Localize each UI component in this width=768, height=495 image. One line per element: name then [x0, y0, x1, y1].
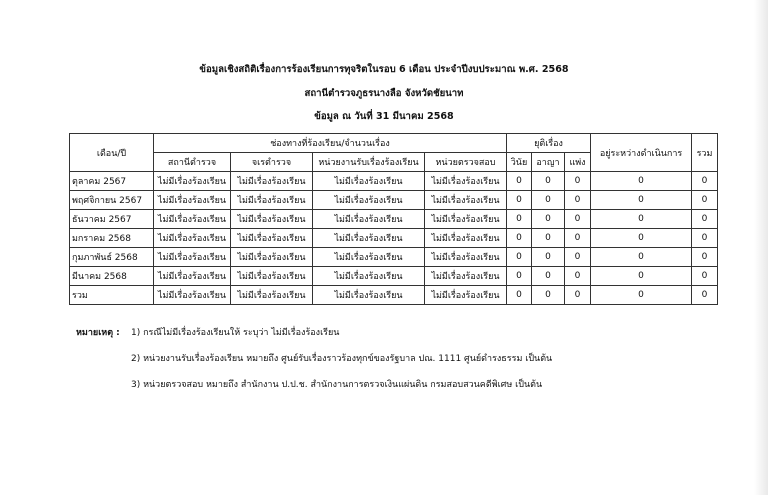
table-cell-cv: 0 [565, 248, 591, 267]
table-cell-d: 0 [507, 210, 532, 229]
table-cell-cr: 0 [532, 286, 565, 305]
table-cell-c4: ไม่มีเรื่องร้องเรียน [425, 210, 507, 229]
table-cell-c4: ไม่มีเรื่องร้องเรียน [425, 229, 507, 248]
table-cell-ip: 0 [591, 210, 692, 229]
table-cell-c4: ไม่มีเรื่องร้องเรียน [425, 248, 507, 267]
note-item-1: 1) กรณีไม่มีเรื่องร้องเรียนให้ ระบุว่า ไม่มีเรื่องร้องเรียน [131, 328, 340, 338]
table-cell-c1: ไม่มีเรื่องร้องเรียน [154, 248, 231, 267]
table-cell-c1: ไม่มีเรื่องร้องเรียน [154, 267, 231, 286]
table-cell-month: รวม [70, 286, 154, 305]
header-discipline: วินัย [507, 153, 532, 172]
table-cell-d: 0 [507, 172, 532, 191]
table-row [70, 267, 718, 286]
notes-section [76, 325, 552, 403]
table-cell-month: ตุลาคม 2567 [70, 172, 154, 191]
table-cell-t: 0 [692, 229, 718, 248]
document-title: ข้อมูลเชิงสถิติเรื่องการร้องเรียนการทุจริตในรอบ 6 เดือน ประจำปีงบประมาณ พ.ศ. 2568 [199, 64, 569, 75]
table-cell-ip: 0 [591, 191, 692, 210]
table-header-row [70, 134, 718, 153]
table-cell-c3: ไม่มีเรื่องร้องเรียน [313, 172, 425, 191]
table-cell-c3: ไม่มีเรื่องร้องเรียน [313, 286, 425, 305]
header-in-progress: อยู่ระหว่างดำเนินการ [591, 134, 692, 172]
table-cell-ip: 0 [591, 172, 692, 191]
table-cell-ip: 0 [591, 286, 692, 305]
table-cell-c3: ไม่มีเรื่องร้องเรียน [313, 191, 425, 210]
table-cell-ip: 0 [591, 229, 692, 248]
table-cell-c3: ไม่มีเรื่องร้องเรียน [313, 210, 425, 229]
table-cell-d: 0 [507, 267, 532, 286]
header-officer: จเรตำรวจ [231, 153, 313, 172]
table-cell-t: 0 [692, 210, 718, 229]
table-cell-c3: ไม่มีเรื่องร้องเรียน [313, 267, 425, 286]
table-cell-cr: 0 [532, 210, 565, 229]
table-cell-c1: ไม่มีเรื่องร้องเรียน [154, 229, 231, 248]
table-cell-t: 0 [692, 267, 718, 286]
table-cell-c1: ไม่มีเรื่องร้องเรียน [154, 210, 231, 229]
table-cell-c4: ไม่มีเรื่องร้องเรียน [425, 267, 507, 286]
table-cell-c1: ไม่มีเรื่องร้องเรียน [154, 286, 231, 305]
table-cell-c2: ไม่มีเรื่องร้องเรียน [231, 172, 313, 191]
table-cell-cr: 0 [532, 172, 565, 191]
table-cell-t: 0 [692, 172, 718, 191]
table-cell-ip: 0 [591, 248, 692, 267]
table-cell-cv: 0 [565, 191, 591, 210]
table-cell-d: 0 [507, 229, 532, 248]
table-cell-cr: 0 [532, 229, 565, 248]
table-row [70, 229, 718, 248]
table-row [70, 248, 718, 267]
complaint-statistics-table [69, 133, 718, 305]
table-row [70, 172, 718, 191]
table-cell-c4: ไม่มีเรื่องร้องเรียน [425, 191, 507, 210]
table-cell-cv: 0 [565, 172, 591, 191]
table-cell-d: 0 [507, 191, 532, 210]
table-cell-month: มกราคม 2568 [70, 229, 154, 248]
table-cell-c1: ไม่มีเรื่องร้องเรียน [154, 191, 231, 210]
header-month: เดือน/ปี [70, 134, 154, 172]
table-cell-c1: ไม่มีเรื่องร้องเรียน [154, 172, 231, 191]
table-row [70, 191, 718, 210]
table-row [70, 210, 718, 229]
table-cell-month: พฤศจิกายน 2567 [70, 191, 154, 210]
note-item-2: 2) หน่วยงานรับเรื่องร้องเรียน หมายถึง ศูนย์รับเรื่องราวร้องทุกข์ของรัฐบาล ปณ. 1111 ศูนย์ดำรงธรรม เป็นต้น [131, 354, 553, 364]
table-cell-c2: ไม่มีเรื่องร้องเรียน [231, 229, 313, 248]
table-cell-cr: 0 [532, 248, 565, 267]
table-cell-t: 0 [692, 286, 718, 305]
header-ended: ยุติเรื่อง [507, 134, 591, 153]
header-channels: ช่องทางที่ร้องเรียน/จำนวนเรื่อง [154, 134, 507, 153]
header-audit-unit: หน่วยตรวจสอบ [425, 153, 507, 172]
table-cell-ip: 0 [591, 267, 692, 286]
table-cell-cv: 0 [565, 229, 591, 248]
table-cell-c3: ไม่มีเรื่องร้องเรียน [313, 248, 425, 267]
document-header [0, 58, 768, 129]
table-cell-cr: 0 [532, 267, 565, 286]
header-civil: แพ่ง [565, 153, 591, 172]
table-cell-month: ธันวาคม 2567 [70, 210, 154, 229]
header-station: สถานีตำรวจ [154, 153, 231, 172]
data-date: ข้อมูล ณ วันที่ 31 มีนาคม 2568 [314, 111, 454, 122]
table-cell-cr: 0 [532, 191, 565, 210]
table-cell-t: 0 [692, 191, 718, 210]
table-cell-c2: ไม่มีเรื่องร้องเรียน [231, 210, 313, 229]
table-cell-c4: ไม่มีเรื่องร้องเรียน [425, 286, 507, 305]
table-cell-month: มีนาคม 2568 [70, 267, 154, 286]
table-cell-cv: 0 [565, 286, 591, 305]
table-cell-c2: ไม่มีเรื่องร้องเรียน [231, 191, 313, 210]
header-total: รวม [692, 134, 718, 172]
notes-label: หมายเหตุ : [76, 328, 120, 338]
note-item-3: 3) หน่วยตรวจสอบ หมายถึง สำนักงาน ป.ป.ช. สำนักงานการตรวจเงินแผ่นดิน กรมสอบสวนคดีพิเศษ เป็นต้น [131, 380, 543, 390]
table-cell-c2: ไม่มีเรื่องร้องเรียน [231, 286, 313, 305]
table-row [70, 286, 718, 305]
table-cell-month: กุมภาพันธ์ 2568 [70, 248, 154, 267]
table-cell-d: 0 [507, 248, 532, 267]
header-criminal: อาญา [532, 153, 565, 172]
table-cell-c4: ไม่มีเรื่องร้องเรียน [425, 172, 507, 191]
table-cell-d: 0 [507, 286, 532, 305]
table-cell-t: 0 [692, 248, 718, 267]
station-name: สถานีตำรวจภูธรนางลือ จังหวัดชัยนาท [304, 87, 464, 99]
table-cell-c2: ไม่มีเรื่องร้องเรียน [231, 248, 313, 267]
table-cell-cv: 0 [565, 210, 591, 229]
table-cell-cv: 0 [565, 267, 591, 286]
table-cell-c3: ไม่มีเรื่องร้องเรียน [313, 229, 425, 248]
table-cell-c2: ไม่มีเรื่องร้องเรียน [231, 267, 313, 286]
header-complaint-unit: หน่วยงานรับเรื่องร้องเรียน [313, 153, 425, 172]
